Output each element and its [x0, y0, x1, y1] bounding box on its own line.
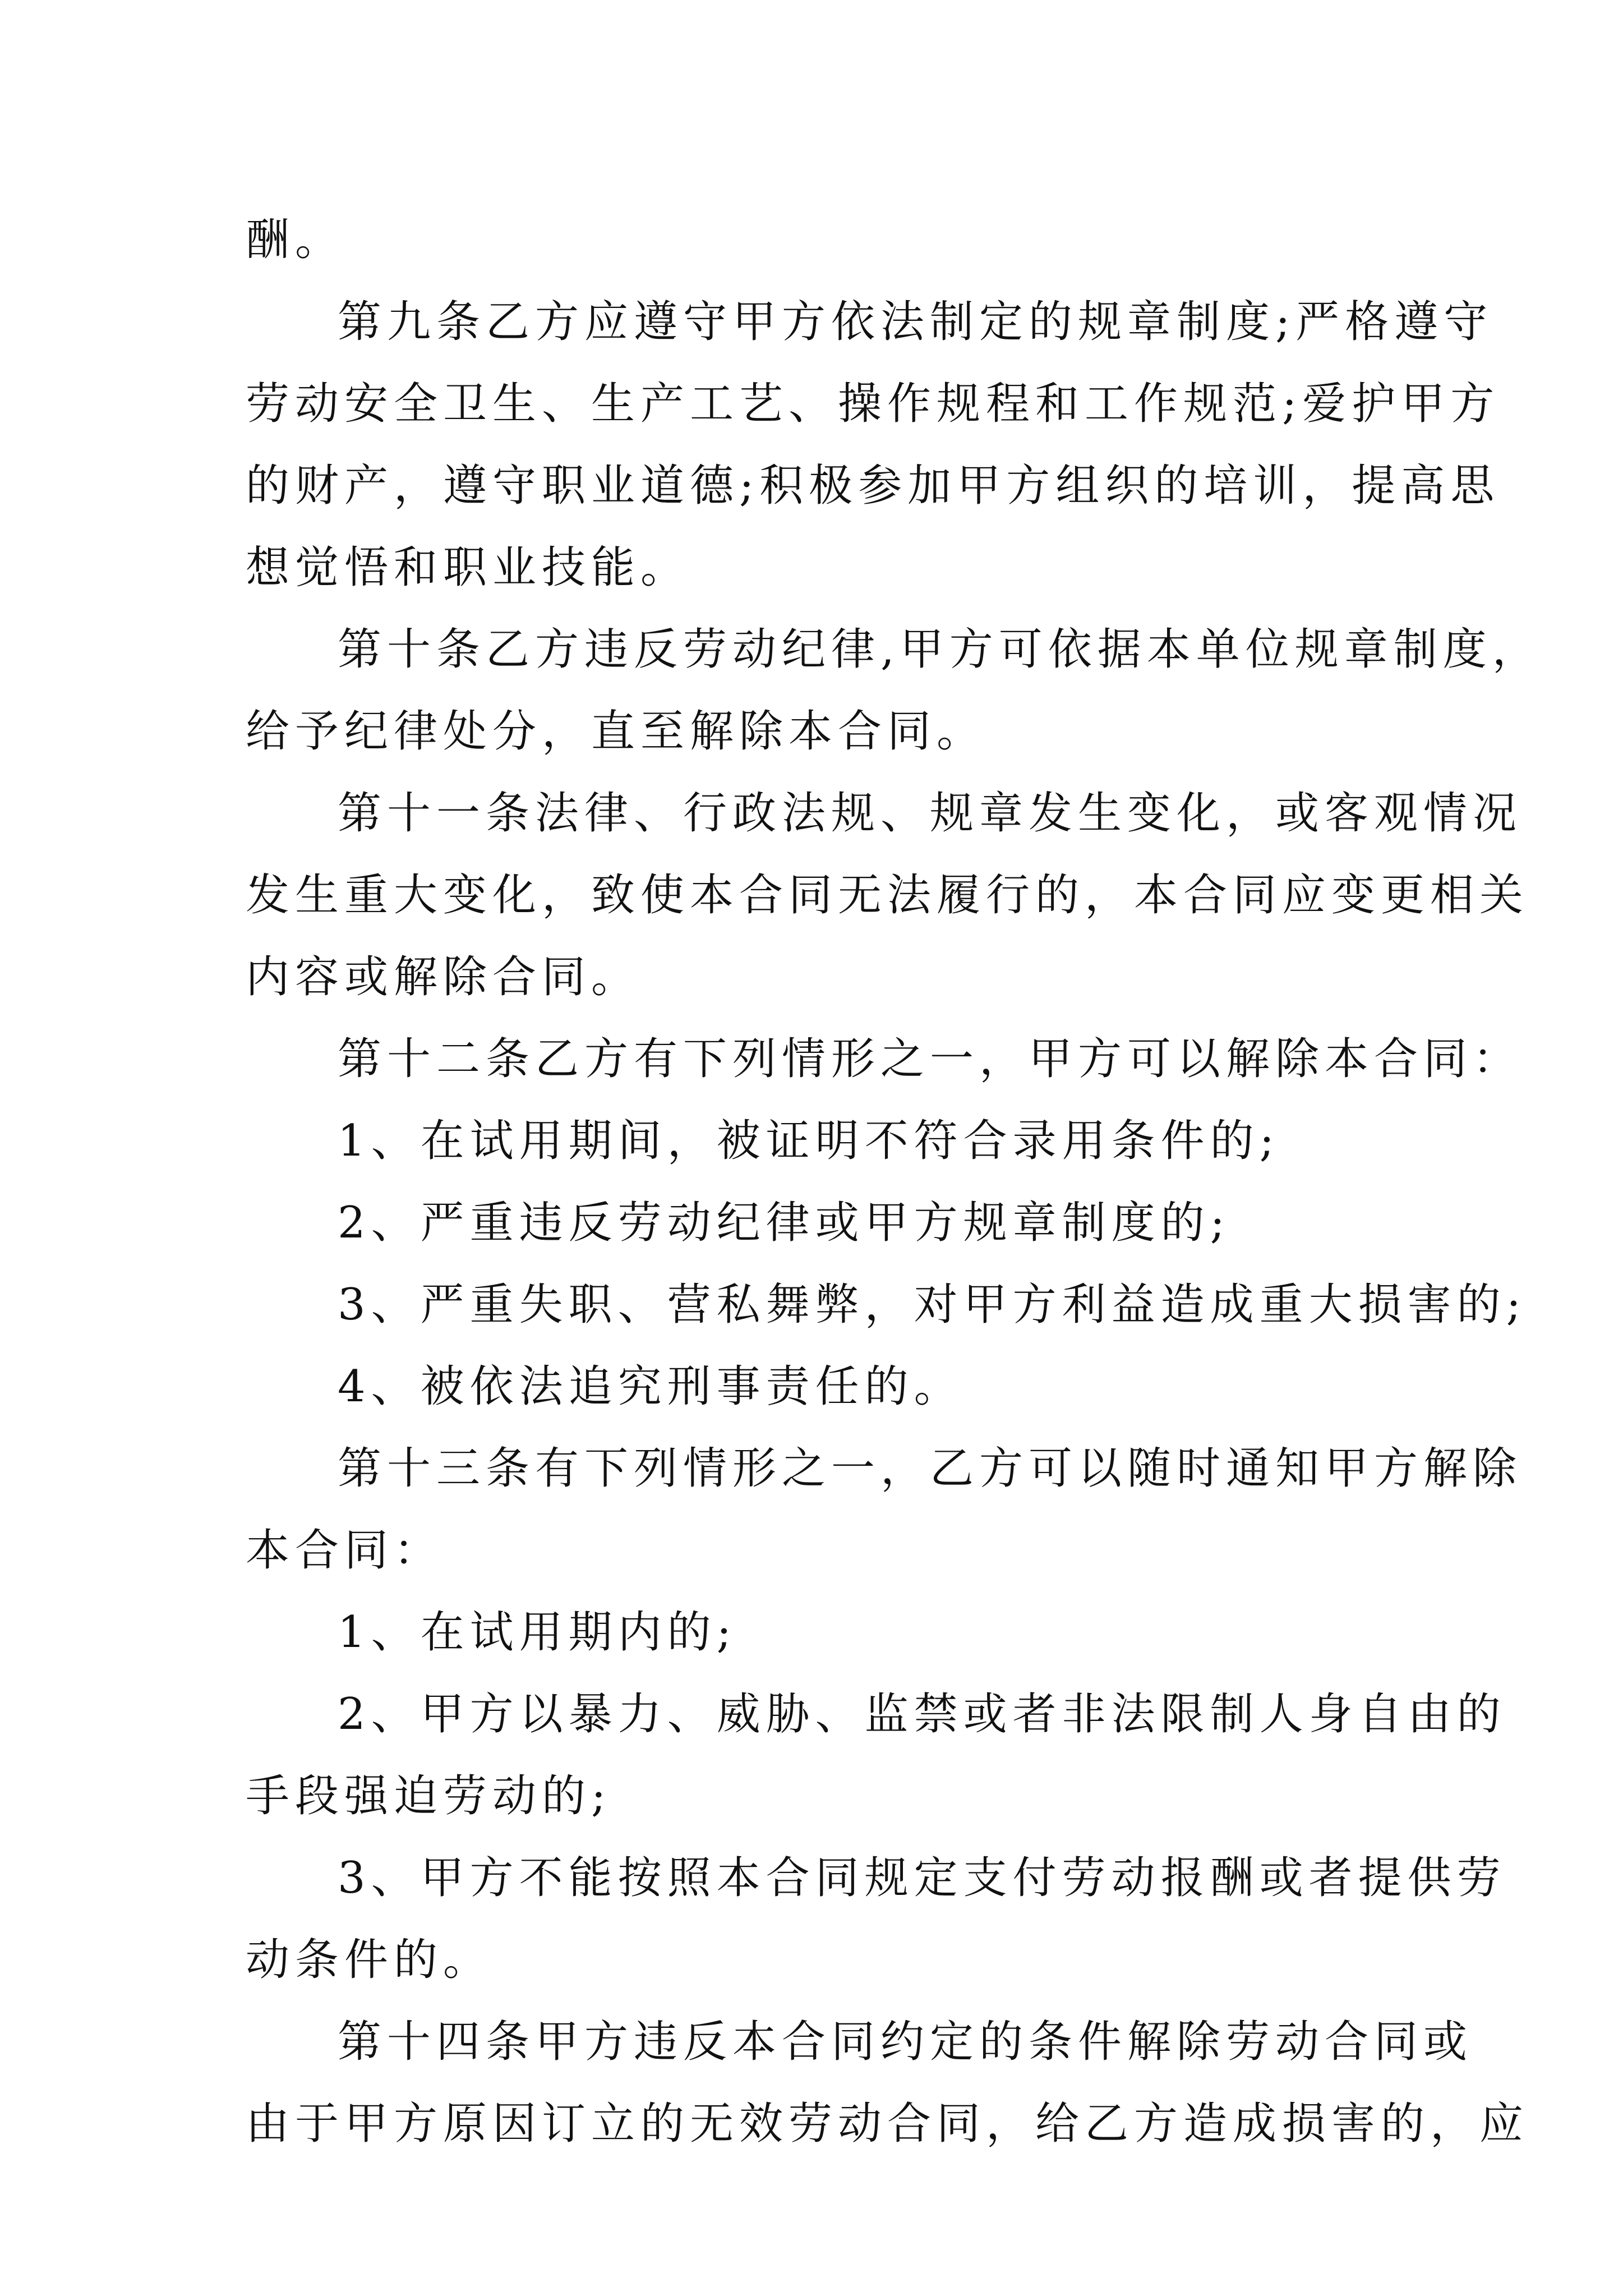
text-line: 本合同：: [246, 1525, 444, 1576]
text-line: 2、严重违反劳动纪律或甲方规章制度的;: [338, 1198, 1230, 1248]
text-line: 1、在试用期间，被证明不符合录用条件的;: [338, 1116, 1280, 1166]
text-line: 手段强迫劳动的;: [246, 1771, 612, 1821]
text-line: 第九条乙方应遵守甲方依法制定的规章制度;严格遵守: [338, 297, 1493, 347]
text-line: 酬。: [246, 215, 345, 265]
text-line: 第十二条乙方有下列情形之一，甲方可以解除本合同：: [338, 1034, 1523, 1084]
text-line: 3、严重失职、营私舞弊，对甲方利益造成重大损害的;: [338, 1280, 1527, 1330]
text-line: 发生重大变化，致使本合同无法履行的，本合同应变更相关: [246, 870, 1529, 921]
text-line: 内容或解除合同。: [246, 952, 641, 1002]
text-line: 1、在试用期内的;: [338, 1607, 737, 1658]
text-line: 给予纪律处分，直至解除本合同。: [246, 706, 986, 757]
document-body: [246, 199, 1542, 2165]
text-line: 想觉悟和职业技能。: [246, 542, 690, 593]
text-line: 的财产，遵守职业道德;积极参加甲方组织的培训，提高思: [246, 461, 1500, 511]
text-line: 第十三条有下列情形之一，乙方可以随时通知甲方解除: [338, 1443, 1523, 1494]
text-line: 动条件的。: [246, 1935, 493, 1985]
text-line: 第十一条法律、行政法规、规章发生变化，或客观情况: [338, 788, 1523, 839]
text-line: 劳动安全卫生、生产工艺、操作规程和工作规范;爱护甲方: [246, 379, 1500, 429]
text-line: 第十条乙方违反劳动纪律,甲方可依据本单位规章制度，: [338, 624, 1542, 675]
text-line: 3、甲方不能按照本合同规定支付劳动报酬或者提供劳: [338, 1853, 1506, 1903]
text-line: 由于甲方原因订立的无效劳动合同，给乙方造成损害的，应: [246, 2099, 1529, 2149]
text-line: 第十四条甲方违反本合同约定的条件解除劳动合同或: [338, 2017, 1473, 2067]
text-line: 4、被依法追究刑事责任的。: [338, 1361, 963, 1412]
text-line: 2、甲方以暴力、威胁、监禁或者非法限制人身自由的: [338, 1689, 1506, 1740]
